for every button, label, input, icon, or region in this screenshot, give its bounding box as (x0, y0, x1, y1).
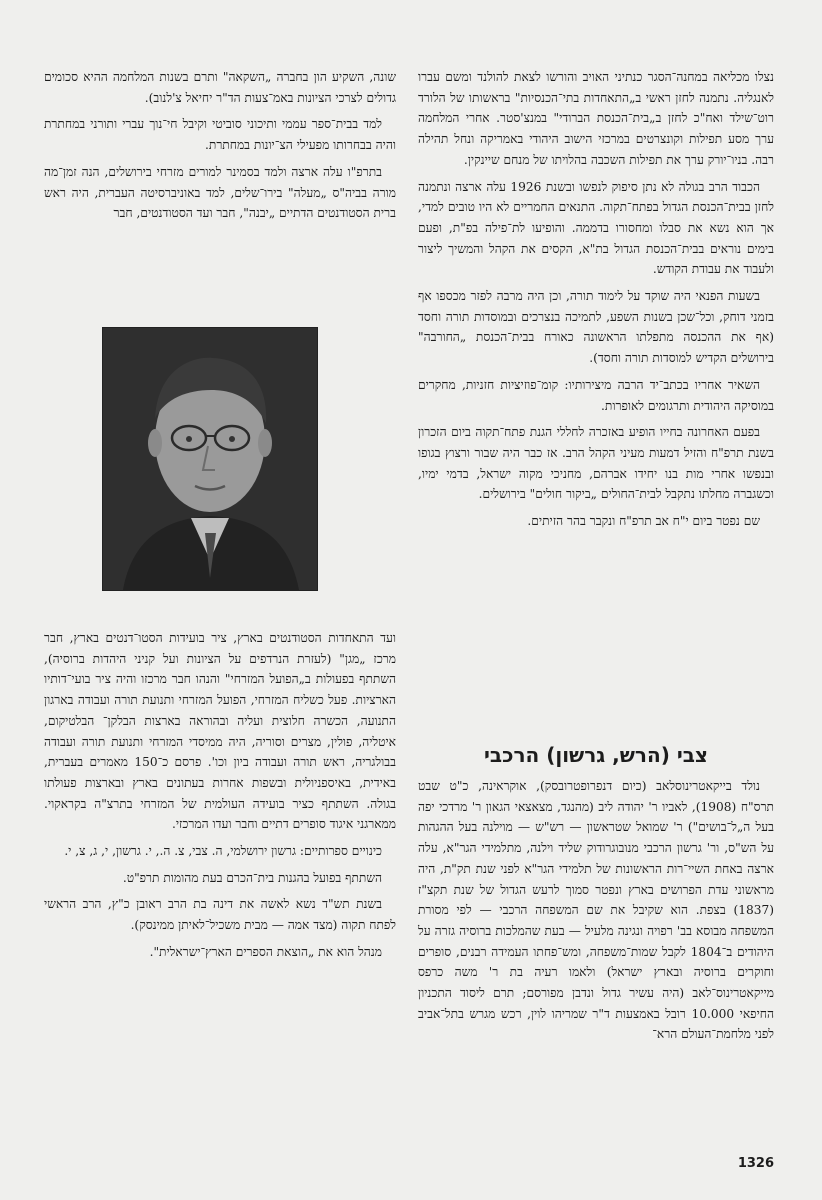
paragraph: נצלו מכליאה במחנה־הסגר כנתיני האויב והורשו לצאת להולנד ומשם עברו לאנגליה. נתמנה לחזן ראשי ב„התאחדות בתי־הכנסיות" בראשותו של הלורד רוט־שילד ואח"כ לחזן ב„בית־הכנסת הברודי" במנצ'סטר. אחרי המלחמה ערך מסע תפילות וקונצרטים במרכזי הישוב היהודי באמריקה ונחל תהילה רבה. בניו־יורק ערך את תפילות השכבה בהלויתו של מנחם שיינקין. (418, 70, 774, 167)
paragraph: למד בבית־ספר עממי ותיכוני סוביטי וקיבל חי־נוך עברי ותורני במחתרת והיה בבחרותו מפעילי הצ־יונות במחתרת. (44, 117, 396, 153)
bio-text-column (418, 776, 774, 1051)
left-text-column-top (44, 67, 396, 230)
entry-heading: צבי (הרש, גרשון) הרכבי (484, 743, 708, 767)
paragraph: מנהל הוא את „הוצאת הספרים הארץ־ישראלית". (149, 944, 382, 959)
portrait-illustration (103, 328, 317, 590)
paragraph: ועד התאחדות הסטודנטים בארץ, ציר בועידות הסטו־דנטים בארץ, חבר מרכז „מגן" (לעזרת הנרדפים על הציונות ועל קניני היהדות ברוסיה), השתתף בפעולות ב„הפועל המזרחי" והנהו חבר מרכזו והיה ציר בועי־דותיו הארציות. פעל כשליח המזרחי, הפועל המזרחי ותנועת תורה ועבודה בארגון התנועה, הכשרה חלוצית ועליה ובהוראה בארצות הבלקן־ הבלטיקום, איטליה, פולין, מצרים וסוריה, היה ממיסדי המזרחי ותנועת תורה ועבודה בבולגריה, ראש תורה ועבודה ביון וכו'. פרסם כ־150 מאמרים בעברית, באידית, באיספניולית ובשפות אחרות בעתונים בארץ ובארצות פעולתו בגולה. השתתף כציר בועידה העולמית של המזרחי בתרצ"ה בקראקוי. ממארגני איגוד סופרים דתיים וחבר ועדו המרכזי. (44, 631, 397, 832)
paragraph: בשנת תש"ד נשא לאשה את דינה בת הרב ראובן כ"ץ, הרב הראשי לפתח תקוה (מצד אמה — מבית משכיל־לאיתן ממינסק). (44, 897, 396, 933)
paragraph: השתתף בפועל בהגנות בית־הכרם בעת מהומות תרפ"ט. (122, 870, 382, 885)
paragraph: שונה, השקיע הון בחברה „השקאה" ותרם בשנות המלחמה ההיא סכומים גדולים לצרכי הציונות באמ־צעות הד"ר יחיאל צ'לנוב). (44, 70, 396, 105)
left-text-column-bottom (44, 628, 396, 969)
paragraph: נולד בייקאטרינוסלאב (כיום דנפרופטרובסק), אוקראינה, כ"ט שבט תרס"ח (1908), לאביו ר' יהודה ליב (מהנגד, מצאצאי הגאון ר' מרדכי יפה בעל ה„ל־בושים") ר' שמואל שטראשון — רש"ש — מוילנה בעל ההגהות על הש"ס, ור' גרשון הרכבי מנובוגרודוק שליד וילנה, מתלמידי הגר"א, עלה ארצה באחת השיי־רות הראשונות של תלמידי הגר"א לפני שנת תק"ת, היה מראשוני עדת הפרושים בארץ ונפטר סמוך לרעש הגדול של שנת תקצ"ז (1837) בצפת. הוא שקיבל את שם המשפחה הרכבי — לפי מסורת המשפחה מבוסא בב' רפויה ונגינה מלעיל — בעת שהמלכות ברוסיה גזרה על היהודים ב־1804 לקבל שמות־משפחה, ומש־פחתו העמידה רבנים, סופרים וחוקרים ברוסיה ובארץ ישראל) ולאמו רעיה בת ר' משה כרפס מייקאטרינוס־לאב (היה עשיר גדול ונדבן מפורסם; תרם ליסוד התכניון החיפאי 10.000 רובל באמצעות ד"ר שמריהו לוין, רכש מגרש בתל־אביב לפני מלחמת־העולם הרא־ (418, 779, 774, 1042)
page-number: 1326 (737, 1156, 774, 1171)
paragraph: בפעם האחרונה בחייו הופיע באזכרה לחללי הגנת פתח־תקוה ביום הזכרון בשנת תרפ"ח והזיל דמעות מעיני הקהל הרב. אז כבר היה שבור ורצוץ בגופו ובנפשו אחרי מות בנו יחידו אברהם, מחניכי מקוה ישראל, בדמי ימיו, וכשגברה מחלתו נתקבל לבית־החולים „ביקור חולים" בירושלים. (418, 425, 774, 502)
portrait-photo (102, 327, 318, 591)
right-text-column (418, 67, 774, 538)
paragraph: השאיר אחריו בכתב־יד הרבה מיצירותיו: קומ־פוזיציות חזניות, מחקרים במוסיקה היהודית ותרגומים לאופרות. (418, 377, 774, 413)
paragraph: שם נפטר ביום י"ח אב תרפ"ח ונקבר בהר הזיתים. (527, 514, 760, 529)
paragraph: הכבוד הרב בגולה לא נתן סיפוק לנפשו ובשנת 1926 עלה ארצה ונתמנה לחזן בבית־הכנסת הגדול בפתח־תקוה. התנאים החמריים לא היו טובים למדי, אך הוא נשא את סבלו ומחסורו בדממה. והופיעו לת־פילה בפ"ת, ופעם בימים נוראים בבית־הכנסת הגדול בת"א, הקסים את הקהל והמשיך ליצור ולעבוד את עבודת הקודש. (418, 179, 774, 277)
paragraph: כינויים ספרותיים: גרשון ירושלמי, ה. צבי, צ. ה., י. גרשון, י, ג, צ, י. (64, 844, 382, 859)
paragraph: בשעות הפנאי היה שוקד על לימוד תורה, וכן היה מרבה לפזר מכספו אף בזמני דוחק, וכל־שכן בשנות השפע, לתמיכה בנצרכים ובמוסדות תורה וחסד (אף את ההכנסה מתפלתו הראשונה כאורח בבית־הכנסת „החורבה" בירושלים הקדיש למוסדות תורה וחסד). (418, 289, 774, 366)
paragraph: בתרפ"ו עלה ארצה ולמד בסמינר למורים מזרחי בירושלים, הנה זמן־מה מורה בביה"ס „מעלה" בירו־שלים, למד באוניברסיטה העברית, היה ראש ברית הסטודנטים הדתיים „יבנה", חבר ועד הסטודנטים, חבר (44, 164, 396, 221)
